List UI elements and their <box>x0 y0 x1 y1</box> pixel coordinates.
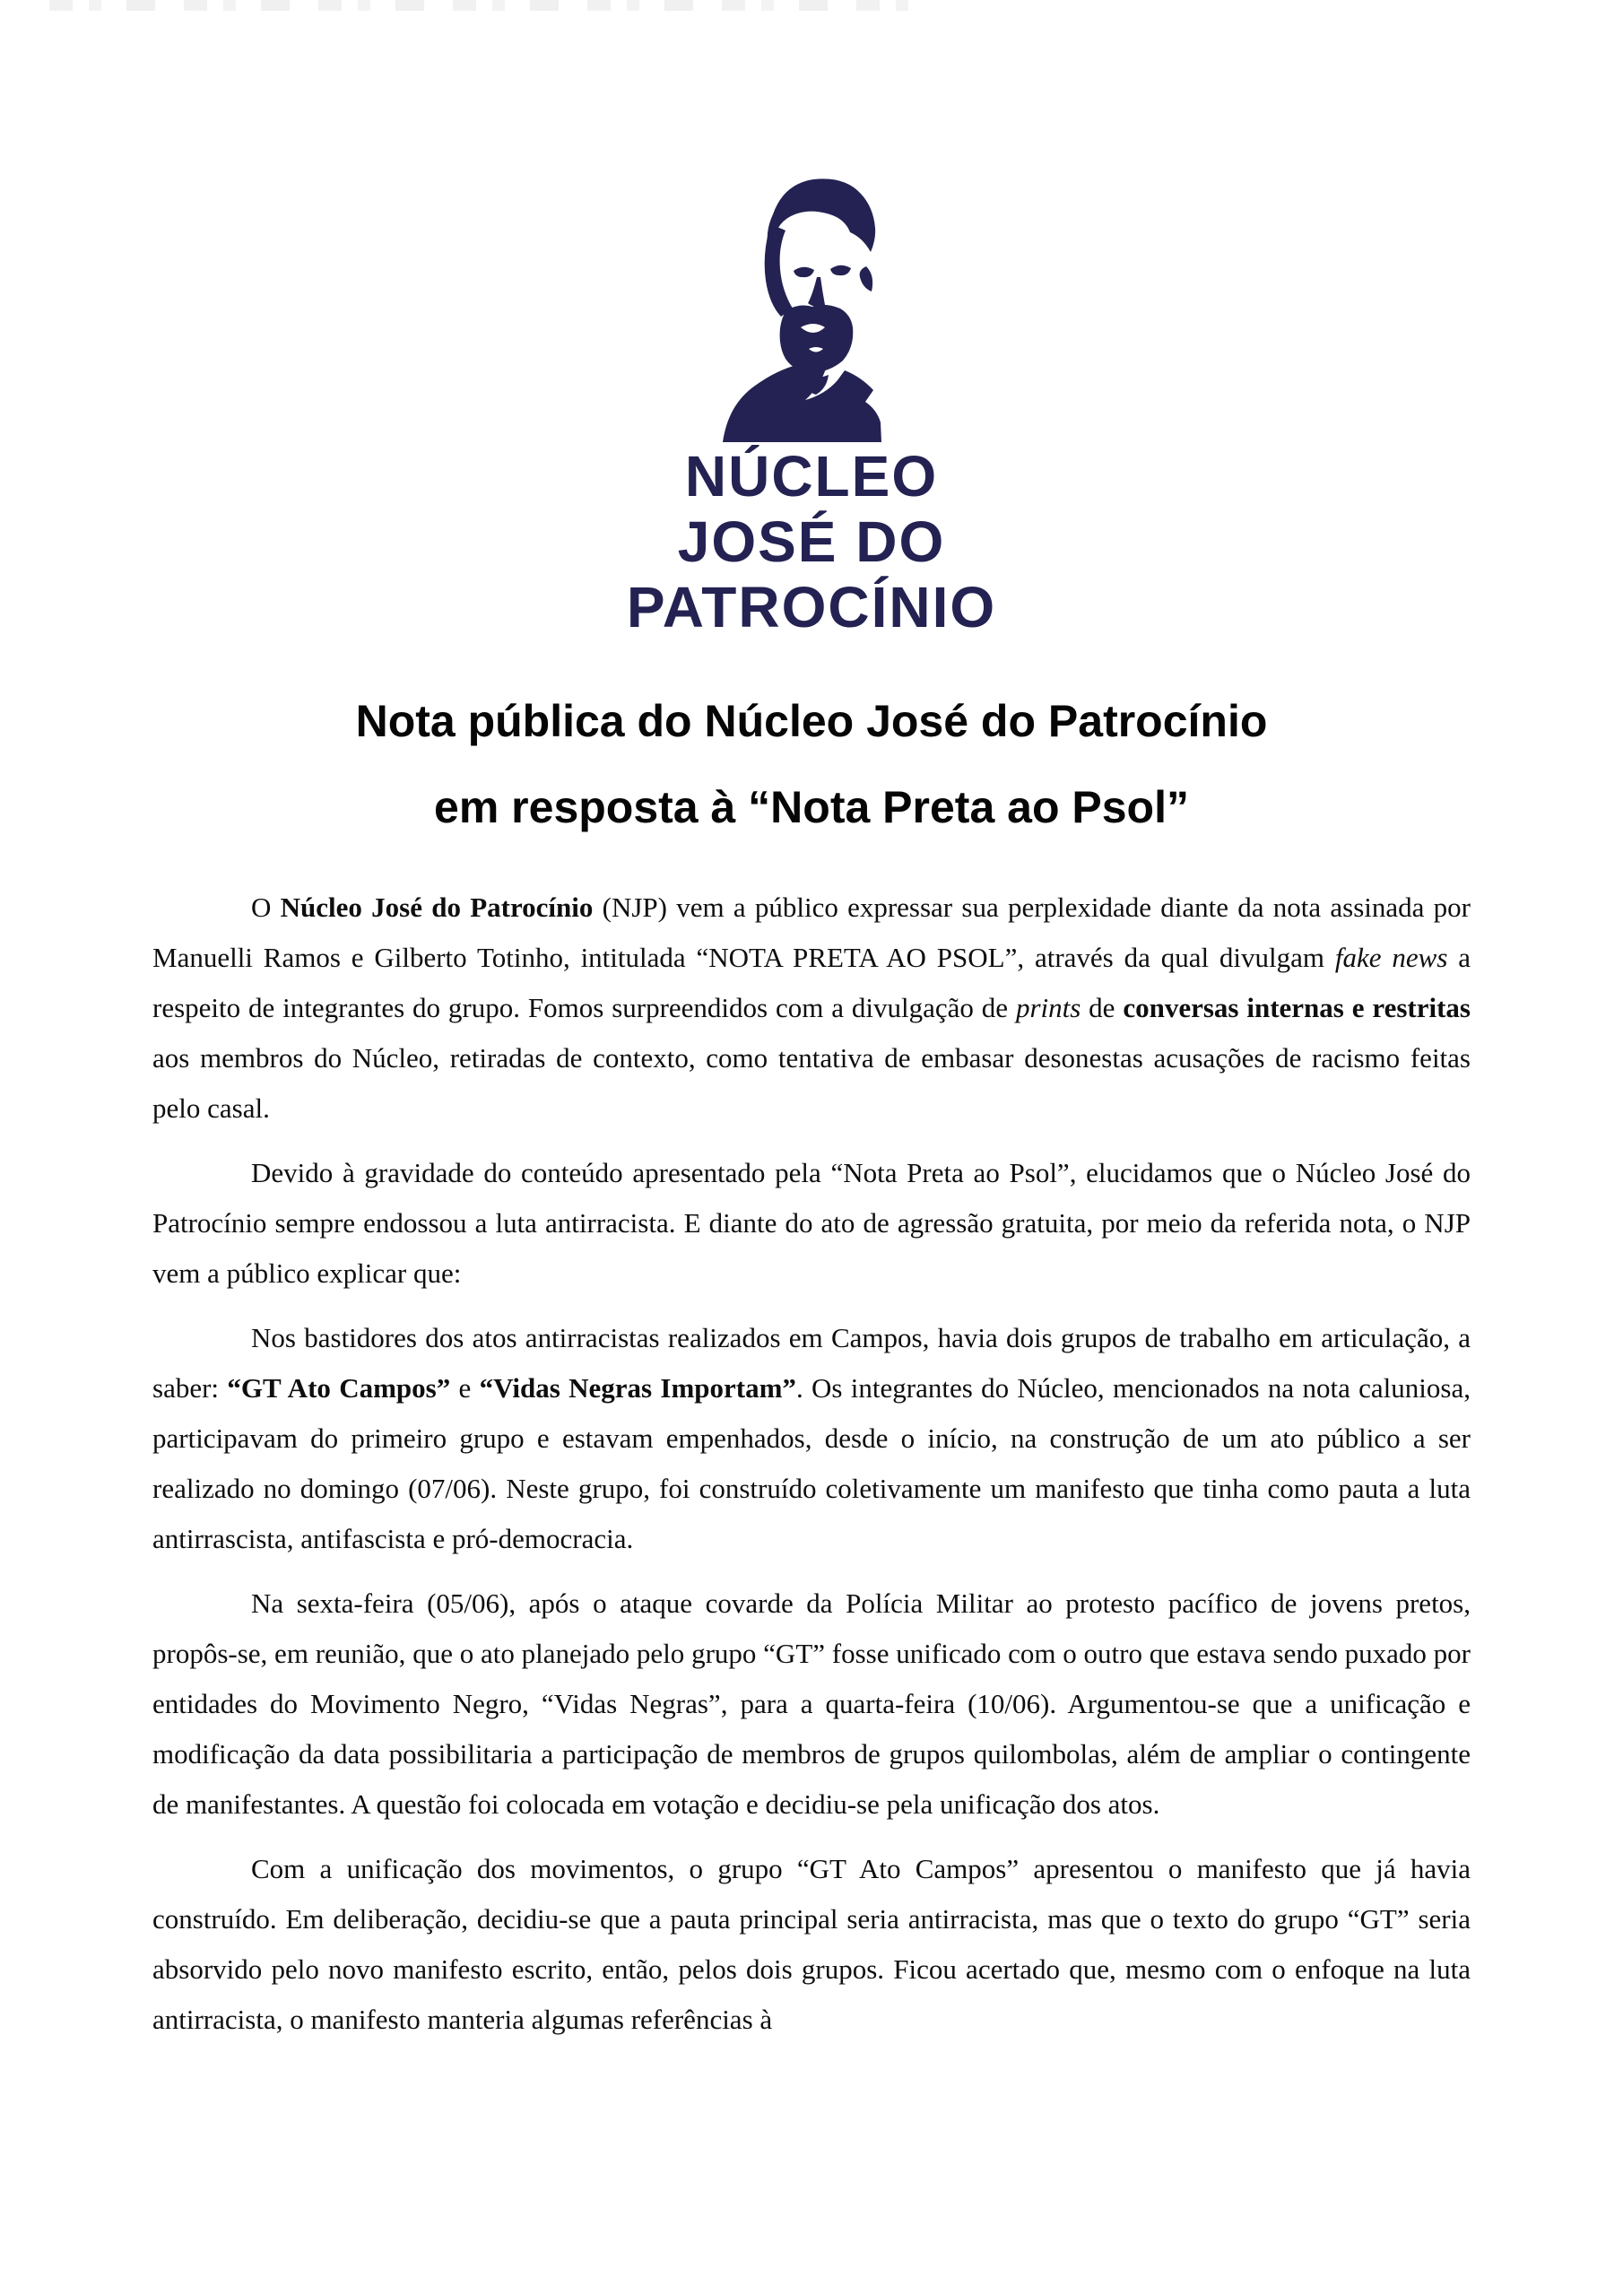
text-run: O <box>251 891 281 923</box>
text-run: e <box>450 1372 480 1404</box>
paragraph <box>152 883 1471 1134</box>
paragraph <box>152 1148 1471 1299</box>
paragraph <box>152 1313 1471 1564</box>
text-run: . Os integrantes do Núcleo, mencionados na nota caluniosa, participavam do primeiro grupo e estavam empenhados, desde o início, na construção de um ato público a ser realizado no domingo (07/06). Neste grupo, foi construído coletivamente um manifesto que tinha como pauta a luta antirrascista, antifascista e pró-democracia. <box>152 1372 1471 1554</box>
text-run: aos membros do Núcleo, retiradas de contexto, como tentativa de embasar desonestas acusações de racismo feitas pelo casal. <box>152 1042 1471 1124</box>
logo-name-line-2: JOSÉ DO <box>677 509 946 574</box>
paragraph <box>152 1844 1471 2045</box>
text-run: Devido à gravidade do conteúdo apresentado pela “Nota Preta ao Psol”, elucidamos que o Núcleo José do Patrocínio sempre endossou a luta antirracista. E diante do ato de agressão gratuita, por meio da referida nota, o NJP vem a público explicar que: <box>152 1157 1471 1289</box>
text-run: (NJP) vem a público expressar sua perplexidade diante da nota assinada por Manuelli Ramos e Gilberto Totinho, intitulada “NOTA PRETA AO PSOL”, através da qual divulgam <box>152 891 1471 973</box>
text-run: conversas internas e restritas <box>1123 992 1471 1023</box>
text-run: “Vidas Negras Importam” <box>479 1372 796 1404</box>
text-run: Nos bastidores dos atos antirracistas realizados em Campos, havia dois grupos de trabalho em articulação, a saber: <box>152 1322 1471 1404</box>
document-body <box>152 883 1471 2059</box>
document-title-line-1: Nota pública do Núcleo José do Patrocínio <box>355 696 1268 746</box>
text-run: a respeito de integrantes do grupo. Fomos surpreendidos com a divulgação de <box>152 942 1471 1023</box>
text-run: Com a unificação dos movimentos, o grupo “GT Ato Campos” apresentou o manifesto que já havia construído. Em deliberação, decidiu-se que a pauta principal seria antirracista, mas que o texto do grupo “GT” seria absorvido pelo novo manifesto escrito, então, pelos dois grupos. Ficou acertado que, mesmo com o enfoque na luta antirracista, o manifesto manteria algumas referências à <box>152 1853 1471 2035</box>
document-title-line-2: em resposta à “Nota Preta ao Psol” <box>434 782 1189 832</box>
logo-name-line-1: NÚCLEO <box>684 444 939 509</box>
njp-logo <box>0 173 1623 640</box>
text-run: Núcleo José do Patrocínio <box>280 891 594 923</box>
logo-name-line-3: PATROCÍNIO <box>626 575 997 639</box>
text-run: prints <box>1015 992 1081 1023</box>
patrocinio-portrait-icon <box>708 173 915 442</box>
text-run: fake news <box>1334 942 1448 973</box>
document-title <box>0 698 1623 831</box>
text-run: “GT Ato Campos” <box>227 1372 451 1404</box>
text-run: Na sexta-feira (05/06), após o ataque covarde da Polícia Militar ao protesto pacífico de jovens pretos, propôs-se, em reunião, que o ato planejado pelo grupo “GT” fosse unificado com o outro que estava sendo puxado por entidades do Movimento Negro, “Vidas Negras”, para a quarta-feira (10/06). Argumentou-se que a unificação e modificação da data possibilitaria a participação de membros de grupos quilombolas, além de ampliar o contingente de manifestantes. A questão foi colocada em votação e decidiu-se pela unificação dos atos. <box>152 1587 1471 1820</box>
text-run: de <box>1081 992 1124 1023</box>
paragraph <box>152 1578 1471 1830</box>
page-top-artifact <box>49 0 908 11</box>
